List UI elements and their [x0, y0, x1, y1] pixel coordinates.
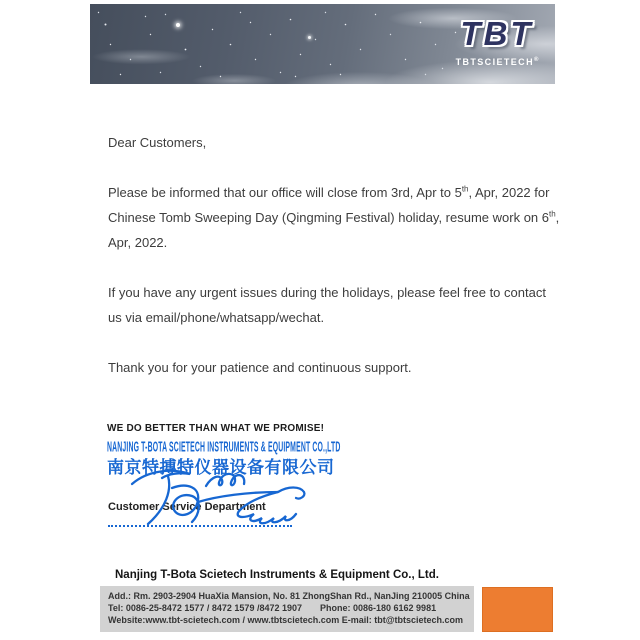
footer-address-line: Add.: Rm. 2903-2904 HuaXia Mansion, No. 81 ZhongShan Rd., NanJing 210005 China: [108, 591, 470, 601]
header-sky-banner: [90, 4, 555, 84]
handwritten-signature: [128, 462, 318, 530]
company-logo: [445, 16, 549, 67]
tbt-logo-subtext: [445, 55, 549, 67]
ordinal-superscript: th: [461, 184, 469, 194]
orange-accent-block: [482, 587, 553, 632]
footer-company-name: Nanjing T-Bota Scietech Instruments & Equipment Co., Ltd.: [115, 569, 439, 581]
bright-star-icon: [308, 36, 311, 39]
salutation: Dear Customers,: [108, 135, 207, 150]
logo-subtext-label: TBTSCIETECH: [455, 57, 534, 67]
notice-text: , Apr, 2022 for Chinese Tomb Sweeping Day (Qingming Festival) holiday, resume work on 6: [108, 185, 550, 225]
company-slogan: WE DO BETTER THAN WHAT WE PROMISE!: [107, 423, 325, 434]
letter-body: [108, 130, 560, 405]
tel-numbers: Tel: 0086-25-8472 1577 / 8472 1579 /8472 1907: [108, 603, 302, 613]
closure-notice-paragraph: [108, 180, 560, 255]
company-name-chinese: 南京特搏特仪器设备有限公司: [107, 458, 335, 477]
stars-decoration: [90, 4, 91, 5]
signer-title: Customer Service Department: [108, 501, 266, 513]
contact-paragraph: If you have any urgent issues during the holidays, please feel free to contact us via email/phone/whatsapp/wechat.: [108, 285, 546, 325]
dotted-signature-line: [108, 525, 292, 527]
footer-contact-box: [100, 586, 474, 632]
company-name-english-blue: NANJING T-BOTA SCIETECH INSTRUMENTS & EQUIPMENT CO.,LTD: [107, 439, 341, 456]
thanks-paragraph: Thank you for your patience and continuous support.: [108, 360, 412, 375]
footer-web-line: Website:www.tbt-scietech.com / www.tbtscietech.com E-mail: tbt@tbtscietech.com: [108, 615, 464, 625]
tbt-logo-letters: TBT: [460, 15, 534, 52]
bright-star-icon: [176, 23, 180, 27]
notice-text: , Apr, 2022.: [108, 210, 560, 250]
registered-mark: ®: [533, 57, 539, 63]
ordinal-superscript: th: [549, 209, 556, 219]
footer-tel-line: [108, 602, 474, 614]
phone-number: Phone: 0086-180 6162 9981: [320, 603, 437, 613]
notice-text: Please be informed that our office will close from 3rd, Apr to 5: [108, 185, 462, 200]
